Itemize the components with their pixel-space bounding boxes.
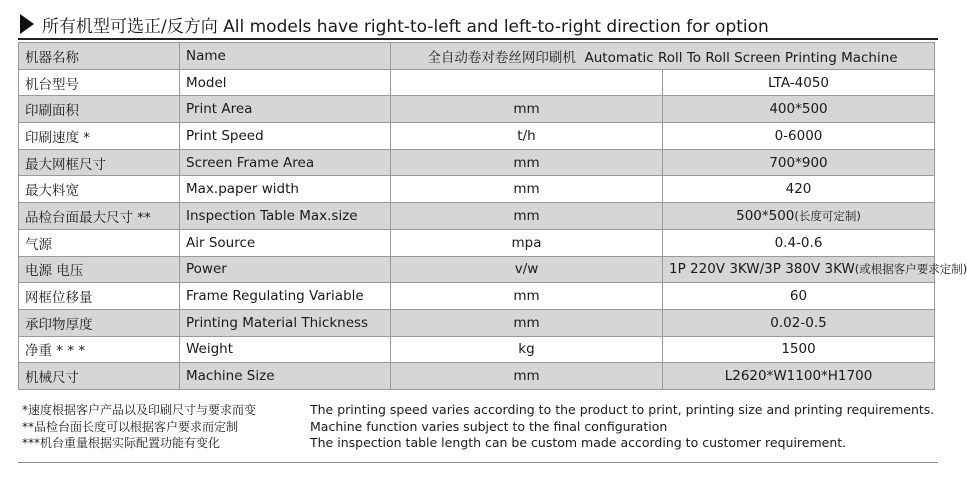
machine-name-value bbox=[391, 43, 935, 70]
table-row bbox=[19, 123, 935, 150]
row-label-cn: 品检台面最大尺寸 ** bbox=[19, 203, 180, 230]
row-value: 60 bbox=[663, 283, 935, 310]
row-label-cn: 网框位移量 bbox=[19, 283, 180, 310]
row-value bbox=[663, 203, 935, 230]
row-value: LTA-4050 bbox=[663, 69, 935, 96]
row-unit: mm bbox=[391, 203, 663, 230]
header bbox=[20, 10, 940, 38]
table-row bbox=[19, 69, 935, 96]
footnote-cn: **品检台面长度可以根据客户要求而定制 bbox=[22, 419, 239, 434]
row-label-en: Weight bbox=[180, 336, 391, 363]
row-value: 1500 bbox=[663, 336, 935, 363]
table-row bbox=[19, 229, 935, 256]
row-value: 420 bbox=[663, 176, 935, 203]
table-row bbox=[19, 283, 935, 310]
row-value: 0-6000 bbox=[663, 123, 935, 150]
row-value: 400*500 bbox=[663, 96, 935, 123]
value-main: 500*500 bbox=[736, 207, 795, 224]
footnote-en: The inspection table length can be custom made according to customer requirement. bbox=[310, 435, 847, 450]
row-label-en: Inspection Table Max.size bbox=[180, 203, 391, 230]
row-unit: kg bbox=[391, 336, 663, 363]
triangle-arrow-icon bbox=[20, 14, 34, 34]
table-row bbox=[19, 203, 935, 230]
row-label-cn: 气源 bbox=[19, 229, 180, 256]
row-label-en: Frame Regulating Variable bbox=[180, 283, 391, 310]
row-label-cn: 机器名称 bbox=[19, 43, 180, 70]
value-main: 1P 220V 3KW/3P 380V 3KW bbox=[669, 261, 855, 278]
row-unit: t/h bbox=[391, 123, 663, 150]
row-label-en: Printing Material Thickness bbox=[180, 309, 391, 336]
row-label-cn: 电源 电压 bbox=[19, 256, 180, 283]
machine-name-en: Automatic Roll To Roll Screen Printing Machine bbox=[584, 49, 898, 66]
row-unit: mm bbox=[391, 96, 663, 123]
row-unit: v/w bbox=[391, 256, 663, 283]
row-label-en: Power bbox=[180, 256, 391, 283]
table-row bbox=[19, 96, 935, 123]
row-unit: mpa bbox=[391, 229, 663, 256]
table-row bbox=[19, 363, 935, 390]
row-label-cn: 承印物厚度 bbox=[19, 309, 180, 336]
footnote-cn: *速度根据客户产品以及印刷尺寸与要求而变 bbox=[22, 403, 257, 417]
table-row bbox=[19, 149, 935, 176]
row-value: 0.02-0.5 bbox=[663, 309, 935, 336]
value-note: (或根据客户要求定制) bbox=[854, 262, 967, 277]
row-value bbox=[663, 256, 967, 283]
row-label-cn: 最大网框尺寸 bbox=[19, 149, 180, 176]
footnote-en: Machine function varies subject to the final configuration bbox=[310, 418, 668, 434]
row-label-cn: 机械尺寸 bbox=[19, 363, 180, 390]
row-label-cn: 净重 * * * bbox=[19, 336, 180, 363]
spec-table bbox=[18, 42, 967, 390]
row-unit: mm bbox=[391, 176, 663, 203]
row-unit: mm bbox=[391, 283, 663, 310]
row-unit bbox=[391, 69, 663, 96]
row-label-en: Screen Frame Area bbox=[180, 149, 391, 176]
row-label-cn: 最大料宽 bbox=[19, 176, 180, 203]
row-label-cn: 机台型号 bbox=[19, 69, 180, 96]
row-label-en: Machine Size bbox=[180, 363, 391, 390]
footnotes-cn bbox=[22, 402, 310, 452]
table-row-name bbox=[19, 43, 935, 70]
row-unit: mm bbox=[391, 149, 663, 176]
row-label-cn: 印刷面积 bbox=[19, 96, 180, 123]
footnotes-en bbox=[310, 402, 940, 452]
row-label-en: Model bbox=[180, 69, 391, 96]
row-value: 0.4-0.6 bbox=[663, 229, 935, 256]
row-label-en: Air Source bbox=[180, 229, 391, 256]
table-row bbox=[19, 176, 935, 203]
value-note: (长度可定制) bbox=[794, 208, 861, 223]
row-unit: mm bbox=[391, 363, 663, 390]
row-label-en: Print Area bbox=[180, 96, 391, 123]
bottom-divider bbox=[18, 462, 938, 463]
table-row bbox=[19, 309, 935, 336]
header-divider bbox=[18, 38, 938, 40]
row-unit: mm bbox=[391, 309, 663, 336]
header-title: 所有机型可选正/反方向 All models have right-to-left and left-to-right direction for option bbox=[42, 16, 769, 37]
row-value: L2620*W1100*H1700 bbox=[663, 363, 935, 390]
footnote-cn: ***机台重量根据实际配置功能有变化 bbox=[22, 436, 221, 450]
row-label-cn: 印刷速度 * bbox=[19, 123, 180, 150]
row-label-en: Print Speed bbox=[180, 123, 391, 150]
row-label-en: Name bbox=[180, 43, 391, 70]
row-label-en: Max.paper width bbox=[180, 176, 391, 203]
footnote-en: The printing speed varies according to the product to print, printing size and printing requirements. bbox=[310, 402, 935, 417]
table-row bbox=[19, 336, 935, 363]
machine-name-cn: 全自动卷对卷丝网印刷机 bbox=[427, 49, 576, 66]
table-row bbox=[19, 256, 935, 283]
row-value: 700*900 bbox=[663, 149, 935, 176]
